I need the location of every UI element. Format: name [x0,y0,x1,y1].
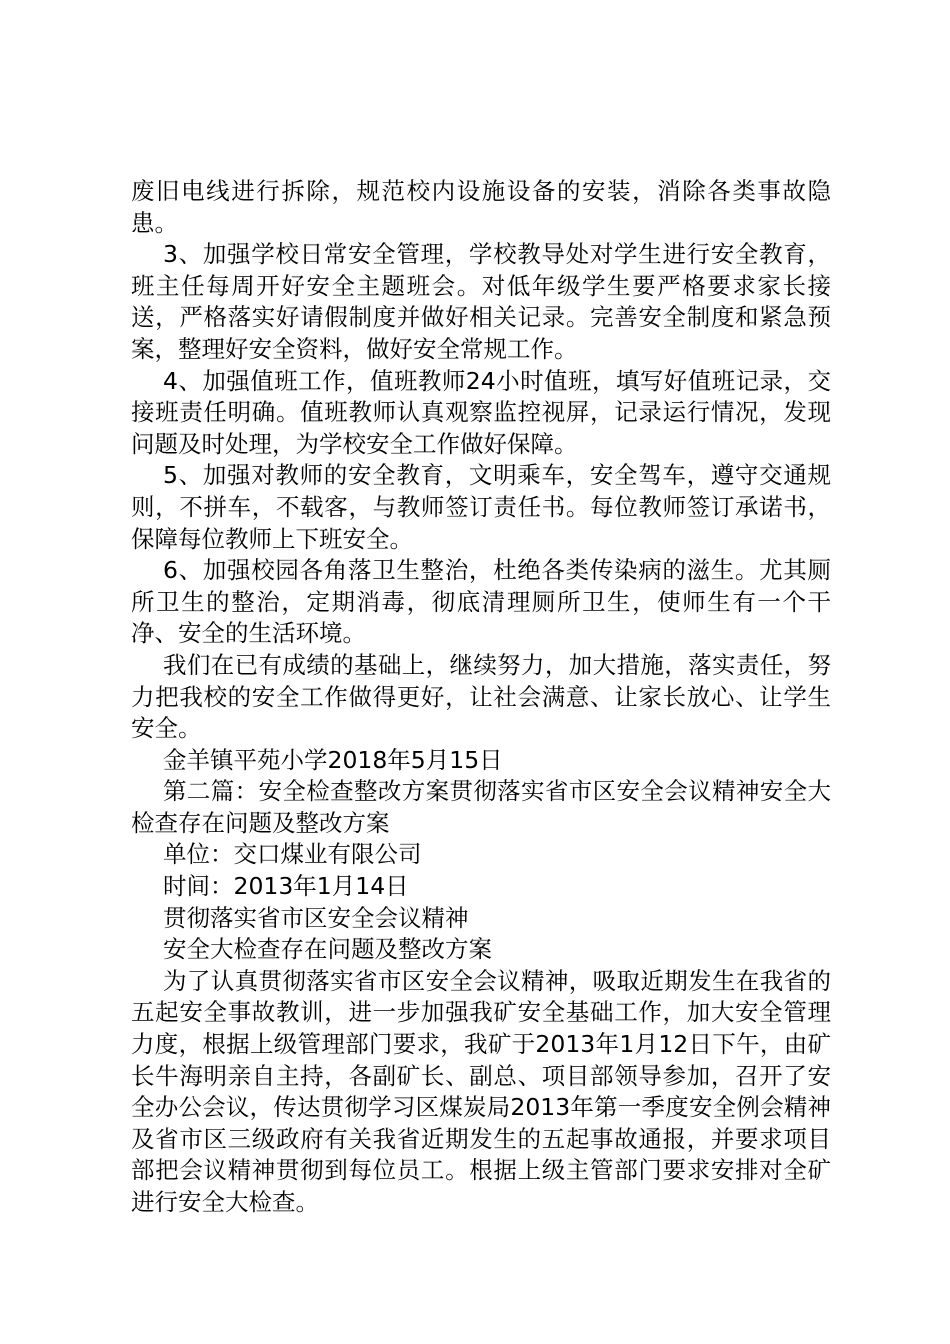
signature-date: 金羊镇平苑小学2018年5月15日 [163,745,503,774]
paragraph-intro: 为了认真贯彻落实省市区安全会议精神，吸取近期发生在我省的五起安全事故教训，进一步加强我矿安全基础工作，加大安全管理力度，根据上级管理部门要求，我矿于2013年1月12日下午，由矿长牛海明亲自主持，各副矿长、副总、项目部领导参加，召开了安全办公会议，传达贯彻学习区煤炭局2013年第一季度安全例会精神及省市区三级政府有关我省近期发生的五起事故通报，并要求项目部把会议精神贯彻到每位员工。根据上级主管部门要求安排对全矿进行安全大检查。 [131,966,831,1216]
section-title: 第二篇：安全检查整改方案贯彻落实省市区安全会议精神安全大检查存在问题及整改方案 [131,777,831,837]
document-body [131,176,831,1219]
unit-line: 单位：交口煤业有限公司 [163,840,422,869]
paragraph-item-3: 3、加强学校日常安全管理，学校教导处对学生进行安全教育，班主任每周开好安全主题班会。对低年级学生要严格要求家长接送，严格落实好请假制度并做好相关记录。完善安全制度和紧急预案，整理好安全资料，做好安全常规工作。 [131,240,831,363]
paragraph-item-6: 6、加强校园各角落卫生整治，杜绝各类传染病的滋生。尤其厕所卫生的整治，定期消毒，彻底清理厕所卫生，使师生有一个干净、安全的生活环境。 [131,556,831,648]
subtitle-line-1: 贯彻落实省市区安全会议精神 [163,903,469,932]
paragraph-item-5: 5、加强对教师的安全教育，文明乘车，安全驾车，遵守交通规则，不拼车，不载客，与教师签订责任书。每位教师签订承诺书，保障每位教师上下班安全。 [131,461,831,553]
paragraph-conclusion: 我们在已有成绩的基础上，继续努力，加大措施，落实责任，努力把我校的安全工作做得更好，让社会满意、让家长放心、让学生安全。 [131,650,831,743]
paragraph-item-4: 4、加强值班工作，值班教师24小时值班，填写好值班记录，交接班责任明确。值班教师认真观察监控视屏，记录运行情况，发现问题及时处理，为学校安全工作做好保障。 [131,366,831,458]
paragraph-hazard-removal: 废旧电线进行拆除，规范校内设施设备的安装，消除各类事故隐患。 [131,177,831,237]
subtitle-line-2: 安全大检查存在问题及整改方案 [163,935,492,964]
time-line: 时间：2013年1月14日 [163,872,409,901]
